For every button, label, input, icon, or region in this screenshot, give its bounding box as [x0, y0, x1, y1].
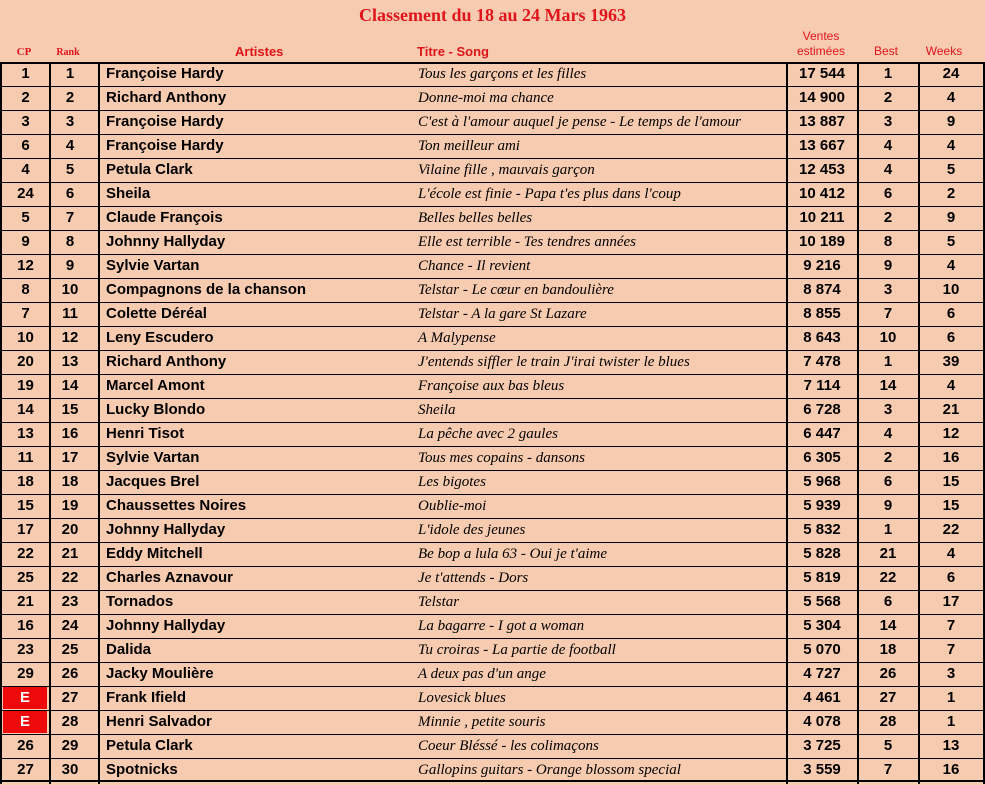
weeks-cell: 17	[942, 593, 960, 610]
artist-cell: Richard Anthony	[106, 89, 227, 106]
best-cell: 6	[883, 593, 893, 610]
song-title-cell: Minnie , petite souris	[418, 714, 546, 730]
rank-cell: 21	[61, 545, 79, 562]
song-title-cell: C'est à l'amour auquel je pense - Le temps de l'amour	[418, 114, 741, 130]
table-row	[0, 422, 985, 446]
rank-cell: 22	[61, 569, 79, 586]
weeks-cell: 4	[946, 545, 956, 562]
table-row	[0, 254, 985, 278]
cp-cell: 15	[17, 497, 34, 514]
column-divider	[0, 62, 2, 784]
cp-cell: 24	[17, 185, 34, 202]
table-row	[0, 518, 985, 542]
best-cell: 9	[883, 497, 893, 514]
song-title-cell: Tous mes copains - dansons	[418, 450, 585, 466]
header-weeks: Weeks	[925, 44, 963, 58]
song-title-cell: Tous les garçons et les filles	[418, 66, 587, 82]
rank-cell: 5	[65, 161, 75, 178]
best-cell: 4	[883, 137, 893, 154]
cp-cell: 29	[17, 665, 34, 682]
weeks-cell: 5	[946, 161, 956, 178]
cp-cell: 23	[17, 641, 34, 658]
weeks-cell: 5	[946, 233, 956, 250]
best-cell: 21	[879, 545, 897, 562]
row-divider	[0, 254, 985, 255]
artist-cell: Lucky Blondo	[106, 401, 206, 418]
best-cell: 10	[879, 329, 897, 346]
column-divider	[918, 62, 920, 784]
song-title-cell: Telstar - A la gare St Lazare	[418, 306, 587, 322]
weeks-cell: 13	[942, 737, 960, 754]
song-title-cell: Sheila	[418, 402, 456, 418]
weeks-cell: 21	[942, 401, 960, 418]
cp-cell: 5	[21, 209, 30, 226]
rank-cell: 1	[65, 65, 75, 82]
row-divider	[0, 518, 985, 519]
song-title-cell: Vilaine fille , mauvais garçon	[418, 162, 595, 178]
rank-cell: 15	[61, 401, 79, 418]
cp-cell: 22	[17, 545, 34, 562]
sales-cell: 5 070	[803, 641, 841, 658]
rank-cell: 17	[61, 449, 79, 466]
column-divider	[49, 62, 51, 784]
row-divider	[0, 686, 985, 687]
sales-cell: 5 968	[803, 473, 841, 490]
best-cell: 8	[883, 233, 893, 250]
rank-cell: 24	[61, 617, 79, 634]
rank-cell: 4	[65, 137, 75, 154]
weeks-cell: 2	[946, 185, 956, 202]
table-row	[0, 350, 985, 374]
cp-cell: 16	[17, 617, 34, 634]
rank-cell: 6	[65, 185, 75, 202]
table-row	[0, 326, 985, 350]
cp-cell: E	[3, 687, 47, 709]
cp-cell: 17	[17, 521, 34, 538]
row-divider	[0, 638, 985, 639]
row-divider	[0, 302, 985, 303]
song-title-cell: Chance - Il revient	[418, 258, 531, 274]
weeks-cell: 6	[946, 305, 956, 322]
row-divider	[0, 710, 985, 711]
row-divider	[0, 326, 985, 327]
sales-cell: 13 887	[799, 113, 845, 130]
weeks-cell: 10	[942, 281, 960, 298]
song-title-cell: A Malypense	[418, 330, 496, 346]
row-divider	[0, 662, 985, 663]
weeks-cell: 4	[946, 377, 956, 394]
cp-cell: 27	[17, 761, 34, 778]
artist-cell: Sylvie Vartan	[106, 257, 200, 274]
sales-cell: 5 819	[803, 569, 841, 586]
header-best: Best	[873, 44, 898, 58]
sales-cell: 10 412	[799, 185, 845, 202]
best-cell: 3	[883, 281, 893, 298]
rank-cell: 20	[61, 521, 79, 538]
song-title-cell: Be bop a lula 63 - Oui je t'aime	[418, 546, 608, 562]
weeks-cell: 39	[942, 353, 960, 370]
row-divider	[0, 374, 985, 375]
sales-cell: 7 114	[803, 377, 841, 394]
table-row	[0, 470, 985, 494]
weeks-cell: 1	[946, 689, 956, 706]
artist-cell: Tornados	[106, 593, 174, 610]
best-cell: 26	[879, 665, 897, 682]
sales-cell: 14 900	[799, 89, 845, 106]
sales-cell: 10 189	[799, 233, 845, 250]
sales-cell: 5 832	[803, 521, 841, 538]
artist-cell: Marcel Amont	[106, 377, 205, 394]
weeks-cell: 1	[946, 713, 956, 730]
table-row	[0, 566, 985, 590]
best-cell: 2	[883, 449, 893, 466]
row-divider	[0, 110, 985, 111]
cp-cell: E	[3, 711, 47, 733]
best-cell: 1	[883, 353, 893, 370]
sales-cell: 10 211	[799, 209, 845, 226]
table-row	[0, 734, 985, 758]
row-divider	[0, 566, 985, 567]
artist-cell: Leny Escudero	[106, 329, 214, 346]
table-row	[0, 662, 985, 686]
song-title-cell: Elle est terrible - Tes tendres années	[418, 234, 637, 250]
row-divider	[0, 446, 985, 447]
row-divider	[0, 134, 985, 135]
weeks-cell: 15	[942, 473, 960, 490]
sales-cell: 4 727	[803, 665, 841, 682]
sales-cell: 3 559	[803, 761, 841, 778]
artist-cell: Sylvie Vartan	[106, 449, 200, 466]
artist-cell: Dalida	[106, 641, 152, 658]
row-divider	[0, 158, 985, 159]
table-row	[0, 758, 985, 782]
table-row	[0, 638, 985, 662]
rank-cell: 14	[61, 377, 79, 394]
row-divider	[0, 182, 985, 183]
table-row	[0, 206, 985, 230]
sales-cell: 4 078	[803, 713, 841, 730]
table-top-border	[0, 62, 985, 64]
column-divider	[857, 62, 859, 784]
artist-cell: Françoise Hardy	[106, 113, 224, 130]
table-row	[0, 62, 985, 86]
artist-cell: Eddy Mitchell	[106, 545, 203, 562]
weeks-cell: 24	[942, 65, 960, 82]
cp-cell: 8	[21, 281, 30, 298]
row-divider	[0, 86, 985, 87]
cp-cell: 14	[17, 401, 34, 418]
row-divider	[0, 758, 985, 759]
song-title-cell: J'entends siffler le train J'irai twister le blues	[418, 354, 690, 370]
row-divider	[0, 398, 985, 399]
header-cp: CP	[16, 46, 32, 58]
sales-cell: 17 544	[799, 65, 845, 82]
header-artist: Artistes	[235, 44, 284, 59]
cp-cell: 18	[17, 473, 34, 490]
song-title-cell: Lovesick blues	[418, 690, 506, 706]
song-title-cell: Telstar	[418, 594, 460, 610]
weeks-cell: 3	[946, 665, 956, 682]
table-row	[0, 134, 985, 158]
chart-table	[0, 62, 985, 784]
weeks-cell: 7	[946, 617, 956, 634]
weeks-cell: 6	[946, 569, 956, 586]
sales-cell: 6 447	[803, 425, 841, 442]
cp-cell: 20	[17, 353, 34, 370]
best-cell: 28	[879, 713, 897, 730]
weeks-cell: 15	[942, 497, 960, 514]
row-divider	[0, 206, 985, 207]
best-cell: 27	[879, 689, 897, 706]
row-divider	[0, 470, 985, 471]
song-title-cell: Coeur Bléssé - les colimaçons	[418, 738, 599, 754]
rank-cell: 16	[61, 425, 79, 442]
row-divider	[0, 422, 985, 423]
artist-cell: Henri Salvador	[106, 713, 212, 730]
cp-cell: 11	[17, 449, 34, 466]
weeks-cell: 4	[946, 89, 956, 106]
row-divider	[0, 542, 985, 543]
table-row	[0, 278, 985, 302]
rank-cell: 27	[61, 689, 79, 706]
artist-cell: Johnny Hallyday	[106, 617, 226, 634]
artist-cell: Françoise Hardy	[106, 137, 224, 154]
weeks-cell: 16	[942, 449, 960, 466]
rank-cell: 3	[65, 113, 75, 130]
table-row	[0, 494, 985, 518]
best-cell: 14	[879, 617, 897, 634]
song-title-cell: Gallopins guitars - Orange blossom special	[418, 762, 681, 778]
song-title-cell: Tu croiras - La partie de football	[418, 642, 616, 658]
rank-cell: 12	[61, 329, 79, 346]
artist-cell: Petula Clark	[106, 161, 193, 178]
header-sales: Ventes estimées	[796, 29, 846, 58]
table-row	[0, 230, 985, 254]
weeks-cell: 9	[946, 113, 956, 130]
sales-cell: 8 643	[803, 329, 841, 346]
artist-cell: Sheila	[106, 185, 151, 202]
song-title-cell: Je t'attends - Dors	[418, 570, 529, 586]
table-row	[0, 542, 985, 566]
cp-cell: 19	[17, 377, 34, 394]
cp-cell: 2	[21, 89, 30, 106]
sales-cell: 13 667	[799, 137, 845, 154]
best-cell: 6	[883, 185, 893, 202]
table-row	[0, 110, 985, 134]
rank-cell: 23	[61, 593, 79, 610]
sales-cell: 5 939	[803, 497, 841, 514]
rank-cell: 29	[61, 737, 79, 754]
table-row	[0, 86, 985, 110]
rank-cell: 13	[61, 353, 79, 370]
column-divider	[786, 62, 788, 784]
table-row	[0, 590, 985, 614]
rank-cell: 30	[61, 761, 79, 778]
artist-cell: Françoise Hardy	[106, 65, 224, 82]
best-cell: 14	[879, 377, 897, 394]
weeks-cell: 22	[942, 521, 960, 538]
cp-cell: 6	[21, 137, 30, 154]
cp-cell: 9	[21, 233, 30, 250]
best-cell: 18	[879, 641, 897, 658]
weeks-cell: 4	[946, 137, 956, 154]
cp-cell: 3	[21, 113, 30, 130]
row-divider	[0, 614, 985, 615]
row-divider	[0, 734, 985, 735]
best-cell: 4	[883, 425, 893, 442]
rank-cell: 28	[61, 713, 79, 730]
weeks-cell: 16	[942, 761, 960, 778]
table-row	[0, 614, 985, 638]
best-cell: 3	[883, 401, 893, 418]
artist-cell: Claude François	[106, 209, 223, 226]
sales-cell: 5 568	[803, 593, 841, 610]
artist-cell: Jacky Moulière	[106, 665, 214, 682]
weeks-cell: 4	[946, 257, 956, 274]
table-row	[0, 446, 985, 470]
table-row	[0, 398, 985, 422]
artist-cell: Spotnicks	[106, 761, 178, 778]
rank-cell: 26	[61, 665, 79, 682]
artist-cell: Chaussettes Noires	[106, 497, 247, 514]
cp-cell: 1	[21, 65, 30, 82]
best-cell: 3	[883, 113, 893, 130]
song-title-cell: L'école est finie - Papa t'es plus dans l'coup	[418, 186, 681, 202]
cp-cell: 26	[17, 737, 34, 754]
header-rank: Rank	[56, 47, 80, 58]
rank-cell: 18	[61, 473, 79, 490]
artist-cell: Charles Aznavour	[106, 569, 233, 586]
cp-cell: 21	[17, 593, 34, 610]
artist-cell: Compagnons de la chanson	[106, 281, 307, 298]
song-title-cell: La pêche avec 2 gaules	[418, 426, 558, 442]
sales-cell: 5 828	[803, 545, 841, 562]
best-cell: 7	[883, 761, 893, 778]
row-divider	[0, 350, 985, 351]
page-title: Classement du 18 au 24 Mars 1963	[358, 5, 626, 25]
row-divider	[0, 278, 985, 279]
sales-cell: 5 304	[803, 617, 841, 634]
row-divider	[0, 494, 985, 495]
sales-cell: 4 461	[803, 689, 841, 706]
sales-cell: 6 728	[803, 401, 841, 418]
row-divider	[0, 780, 985, 782]
weeks-cell: 12	[942, 425, 960, 442]
artist-cell: Colette Déréal	[106, 305, 207, 322]
cp-cell: 4	[21, 161, 30, 178]
rank-cell: 2	[65, 89, 75, 106]
song-title-cell: Oublie-moi	[418, 498, 487, 514]
sales-cell: 8 855	[803, 305, 841, 322]
weeks-cell: 6	[946, 329, 956, 346]
song-title-cell: Belles belles belles	[418, 210, 533, 226]
cp-cell: 12	[17, 257, 34, 274]
sales-cell: 7 478	[803, 353, 841, 370]
best-cell: 5	[883, 737, 893, 754]
artist-cell: Petula Clark	[106, 737, 193, 754]
header-title: Titre - Song	[417, 44, 489, 59]
sales-cell: 8 874	[803, 281, 841, 298]
row-divider	[0, 590, 985, 591]
rank-cell: 8	[65, 233, 75, 250]
song-title-cell: Donne-moi ma chance	[418, 90, 554, 106]
artist-cell: Jacques Brel	[106, 473, 200, 490]
rank-cell: 7	[65, 209, 75, 226]
artist-cell: Richard Anthony	[106, 353, 227, 370]
table-row	[0, 182, 985, 206]
song-title-cell: A deux pas d'un ange	[418, 666, 546, 682]
best-cell: 1	[883, 65, 893, 82]
song-title-cell: Telstar - Le cœur en bandoulière	[418, 282, 614, 298]
song-title-cell: Françoise aux bas bleus	[418, 378, 565, 394]
sales-cell: 3 725	[803, 737, 841, 754]
sales-cell: 12 453	[799, 161, 845, 178]
weeks-cell: 9	[946, 209, 956, 226]
cp-cell: 7	[21, 305, 30, 322]
table-row	[0, 686, 985, 710]
cp-cell: 10	[17, 329, 34, 346]
artist-cell: Johnny Hallyday	[106, 521, 226, 538]
artist-cell: Johnny Hallyday	[106, 233, 226, 250]
artist-cell: Frank Ifield	[106, 689, 187, 706]
row-divider	[0, 230, 985, 231]
sales-cell: 6 305	[803, 449, 841, 466]
best-cell: 22	[879, 569, 897, 586]
song-title-cell: Ton meilleur ami	[418, 138, 520, 154]
song-title-cell: L'idole des jeunes	[418, 522, 526, 538]
best-cell: 2	[883, 89, 893, 106]
best-cell: 6	[883, 473, 893, 490]
weeks-cell: 7	[946, 641, 956, 658]
rank-cell: 9	[65, 257, 75, 274]
best-cell: 7	[883, 305, 893, 322]
table-row	[0, 710, 985, 734]
song-title-cell: Les bigotes	[418, 474, 486, 490]
cp-cell: 25	[17, 569, 34, 586]
best-cell: 9	[883, 257, 893, 274]
rank-cell: 10	[61, 281, 79, 298]
rank-cell: 11	[62, 305, 78, 322]
rank-cell: 25	[61, 641, 79, 658]
best-cell: 1	[883, 521, 893, 538]
column-divider	[98, 62, 100, 784]
artist-cell: Henri Tisot	[106, 425, 185, 442]
best-cell: 2	[883, 209, 893, 226]
table-row	[0, 302, 985, 326]
best-cell: 4	[883, 161, 893, 178]
cp-cell: 13	[17, 425, 34, 442]
sales-cell: 9 216	[803, 257, 841, 274]
table-row	[0, 374, 985, 398]
table-row	[0, 158, 985, 182]
rank-cell: 19	[61, 497, 79, 514]
song-title-cell: La bagarre - I got a woman	[418, 618, 585, 634]
